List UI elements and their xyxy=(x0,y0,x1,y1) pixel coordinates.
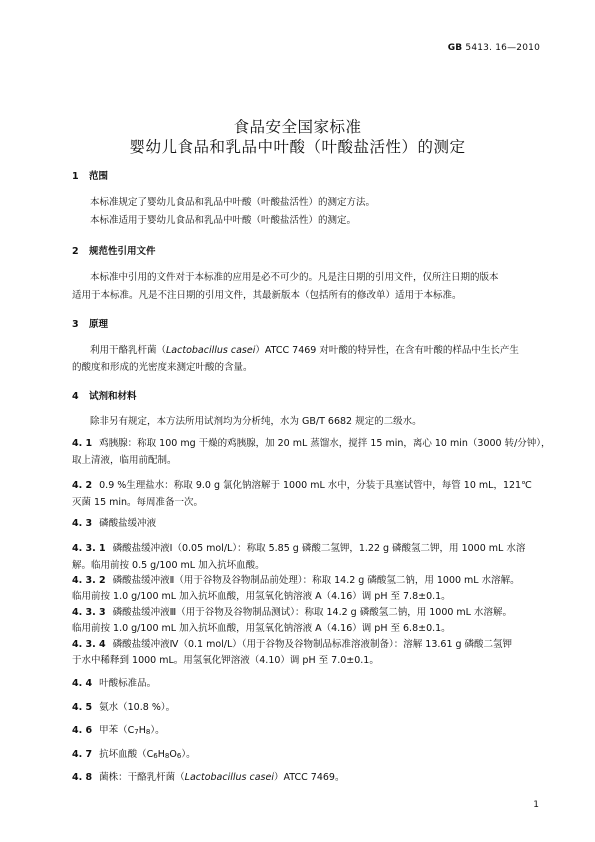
standard-code: GB 5413. 16—2010 xyxy=(447,43,540,53)
section-2-para-line-2: 适用于本标准。凡是不注日期的引用文件，其最新版本（包括所有的修改单）适用于本标准。 xyxy=(72,290,462,301)
section-3-para-line-1: 利用干酪乳杆菌（Lactobacillus casei）ATCC 7469 对叶酸的特异性，在含有叶酸的样品中生长产生 xyxy=(90,345,519,356)
section-2-heading: 2 规范性引用文件 xyxy=(72,246,156,257)
section-2-para-line-1: 本标准中引用的文件对于本标准的应用是必不可少的。凡是注日期的引用文件，仅所注日期的版本 xyxy=(90,272,499,283)
item-4-3-2-line-1: 4. 3. 2 磷酸盐缓冲液Ⅱ（用于谷物及谷物制品前处理）：称取 14.2 g 磷酸氢二钠，用 1000 mL 水溶解。 xyxy=(72,575,520,586)
section-3-heading: 3 原理 xyxy=(72,319,109,330)
item-4-3-4-line-1: 4. 3. 4 磷酸盐缓冲液Ⅳ（0.1 mol/L）（用于谷物及谷物制品标准溶液制备）：溶解 13.61 g 磷酸二氢钾 xyxy=(72,639,513,650)
section-1-heading: 1 范围 xyxy=(72,171,109,182)
page-title-line-2: 婴幼儿食品和乳品中叶酸（叶酸盐活性）的测定 xyxy=(129,138,466,156)
section-4-intro: 除非另有规定，本方法所用试剂均为分析纯，水为 GB/T 6682 规定的二级水。 xyxy=(90,416,422,427)
item-4-8: 4. 8 菌株：干酪乳杆菌（Lactobacillus casei）ATCC 7469。 xyxy=(72,772,345,783)
section-1-para-2: 本标准适用于婴幼儿食品和乳品中叶酸（叶酸盐活性）的测定。 xyxy=(90,215,357,226)
item-4-1-line-2: 取上清液，临用前配制。 xyxy=(72,455,177,466)
item-4-6: 4. 6 甲苯$(C_7H_8)$。 xyxy=(72,725,165,736)
section-1-para-1: 本标准规定了婴幼儿食品和乳品中叶酸（叶酸盐活性）的测定方法。 xyxy=(90,197,376,208)
item-4-3-4-line-2: 于水中稀释到 1000 mL。用氢氧化钾溶液（4.10）调 pH 至 7.0±0.1。 xyxy=(72,655,379,666)
section-4-heading: 4 试剂和材料 xyxy=(72,391,137,402)
page-title-line-1: 食品安全国家标准 xyxy=(233,118,362,136)
item-4-3-1-line-1: 4. 3. 1 磷酸盐缓冲液Ⅰ（0.05 mol/L）：称取 5.85 g 磷酸二氢钾，1.22 g 磷酸氢二钾，用 1000 mL 水溶 xyxy=(72,543,526,554)
item-4-4: 4. 4 叶酸标准品。 xyxy=(72,678,157,689)
item-4-2-line-2: 灭菌 15 min。每周准备一次。 xyxy=(72,497,204,508)
item-4-5: 4. 5 氨水（10.8 %）。 xyxy=(72,702,176,713)
section-3-para-line-2: 的酸度和形成的光密度来测定叶酸的含量。 xyxy=(72,362,253,373)
item-4-3-3-line-1: 4. 3. 3 磷酸盐缓冲液Ⅲ（用于谷物及谷物制品测试）：称取 14.2 g 磷酸氢二钠，用 1000 mL 水溶解。 xyxy=(72,607,512,618)
item-4-7: 4. 7 抗坏血酸$(C_6H_8O_6)$。 xyxy=(72,749,196,760)
item-4-3-3-line-2: 临用前按 1.0 g/100 mL 加入抗坏血酸，用氢氧化钠溶液 A（4.16）调 pH 至 6.8±0.1。 xyxy=(72,623,451,634)
page-number: 1 xyxy=(533,800,539,810)
item-4-2-line-1: 4. 2 0.9 %生理盐水：称取 9.0 g 氯化钠溶解于 1000 mL 水中，分装于具塞试管中，每管 10 mL，121℃ xyxy=(72,480,532,491)
item-4-3: 4. 3 磷酸盐缓冲液 xyxy=(72,518,157,529)
item-4-1-line-1: 4. 1 鸡胰腺：称取 100 mg 干燥的鸡胰腺，加 20 mL 蒸馏水，搅拌 15 min，离心 10 min（3000 转/分钟）， xyxy=(72,438,551,449)
item-4-3-1-line-2: 解。临用前按 0.5 g/100 mL 加入抗坏血酸。 xyxy=(72,560,265,571)
item-4-3-2-line-2: 临用前按 1.0 g/100 mL 加入抗坏血酸，用氢氧化钠溶液 A（4.16）调 pH 至 7.8±0.1。 xyxy=(72,591,451,602)
